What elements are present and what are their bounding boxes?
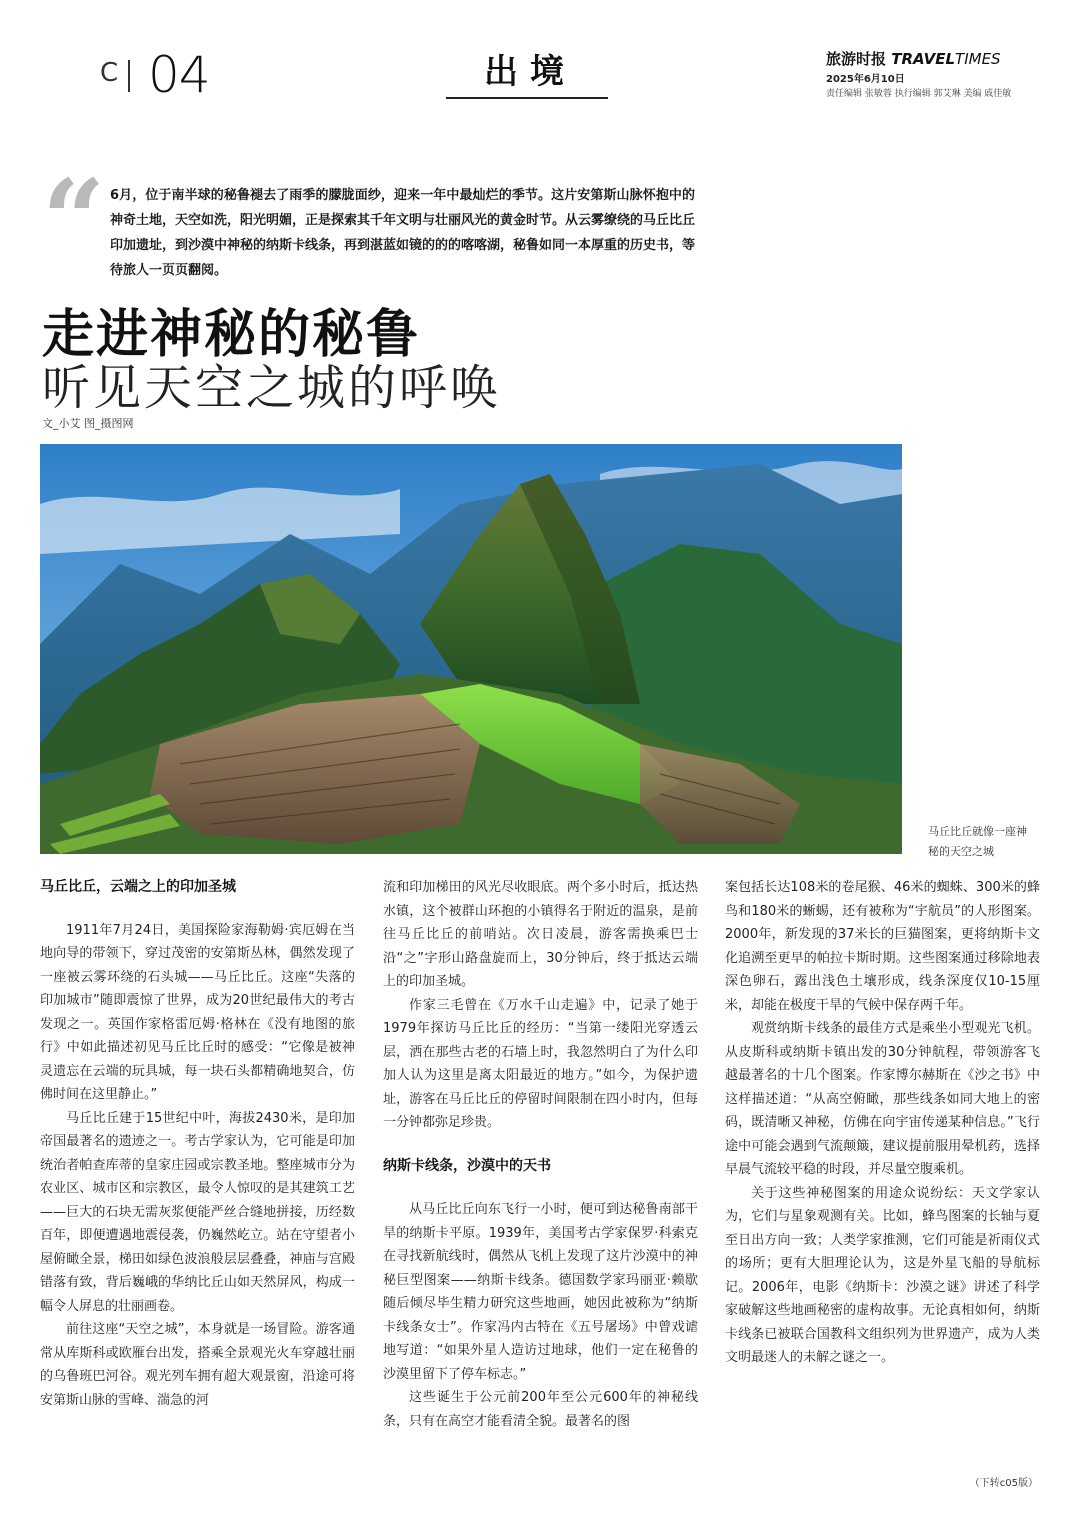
machu-picchu-photo <box>40 444 902 854</box>
paragraph: 1911年7月24日，美国探险家海勒姆·宾厄姆在当地向导的带领下，穿过茂密的安第斯丛林，偶然发现了一座被云雾环绕的石头城——马丘比丘。这座“失落的印加城市”随即震惊了世界，成为20世纪最伟大的考古发现之一。英国作家格雷厄姆·格林在《没有地图的旅行》中如此描述初见马丘比丘时的感受：“它像是被神灵遗忘在云端的玩具城，每一块石头都精确地契合，仿佛时间在这里静止。” <box>40 922 355 1102</box>
header-divider <box>128 60 130 92</box>
editors-line: 责任编辑 张敏蓉 执行编辑 郭艾琳 美编 戚佳敏 <box>826 89 1012 99</box>
column-2 <box>383 876 698 1433</box>
paragraph: 作家三毛曾在《万水千山走遍》中，记录了她于1979年探访马丘比丘的经历：“当第一缕阳光穿透云层，洒在那些古老的石墙上时，我忽然明白了为什么印加人认为这里是离太阳最近的地方。”如今，为保护遗址，游客在马丘比丘的停留时间限制在四小时内，但每一分钟都弥足珍贵。 <box>383 997 698 1130</box>
column-3 <box>725 876 1040 1370</box>
section-letter: C <box>100 58 123 88</box>
brand-cn: 旅游时报 <box>826 50 887 68</box>
brand-en-bold: TRAVEL <box>891 50 956 68</box>
section-title: 出境 <box>484 52 576 92</box>
article-headline: 走进神秘的秘鲁 <box>42 304 421 365</box>
paragraph: 前往这座“天空之城”，本身就是一场冒险。游客通常从库斯科或欧雁台出发，搭乘全景观光火车穿越壮丽的乌鲁班巴河谷。观光列车拥有超大观景窗，沿途可将安第斯山脉的雪峰、湍急的河 <box>40 1322 355 1408</box>
paragraph: 马丘比丘建于15世纪中叶，海拔2430米，是印加帝国最著名的遗迹之一。考古学家认为，它可能是印加统治者帕查库蒂的皇家庄园或宗教圣地。整座城市分为农业区、城市区和宗教区，最令人惊叹的是其建筑工艺——巨大的石块无需灰浆便能严丝合缝地拼接，历经数百年，即便遭遇地震侵袭，仍巍然屹立。站在守望者小屋俯瞰全景，梯田如绿色波浪般层层叠叠，神庙与宫殿错落有致，背后巍峨的华纳比丘山如天然屏风，构成一幅令人屏息的壮丽画卷。 <box>40 1110 355 1314</box>
newspaper-brand <box>826 48 1001 69</box>
intro-paragraph: 6月，位于南半球的秘鲁褪去了雨季的朦胧面纱，迎来一年中最灿烂的季节。这片安第斯山脉怀抱中的神奇土地，天空如洗，阳光明媚，正是探索其千年文明与壮丽风光的黄金时节。从云雾缭绕的马丘比丘印加遗址，到沙漠中神秘的纳斯卡线条，再到湛蓝如镜的的的喀喀湖，秘鲁如同一本厚重的历史书，等待旅人一页页翻阅。 <box>110 188 696 278</box>
photo-caption: 马丘比丘就像一座神秘的天空之城 <box>928 825 1027 858</box>
article-subheadline: 听见天空之城的呼唤 <box>42 360 502 416</box>
paragraph: 观赏纳斯卡线条的最佳方式是乘坐小型观光飞机。从皮斯科或纳斯卡镇出发的30分钟航程，带领游客飞越最著名的十几个图案。作家博尔赫斯在《沙之书》中这样描述道：“从高空俯瞰，那些线条如同大地上的密码，既清晰又神秘，仿佛在向宇宙传递某种信息。”飞行途中可能会遇到气流颠簸，建议提前服用晕机药，选择早晨气流较平稳的时段，并尽量空腹乘机。 <box>725 1021 1040 1177</box>
brand-en-light: TIMES <box>955 50 1001 68</box>
paragraph: 关于这些神秘图案的用途众说纷纭：天文学家认为，它们与星象观测有关。比如，蜂鸟图案的长轴与夏至日出方向一致；人类学家推测，它们可能是祈雨仪式的场所；更有大胆理论认为，这是外星飞船的导航标记。2006年，电影《纳斯卡：沙漠之谜》讲述了科学家破解这些地画秘密的虚构故事。无论真相如何，纳斯卡线条已被联合国教科文组织列为世界遗产，成为人类文明最迷人的未解之谜之一。 <box>725 1185 1040 1365</box>
paragraph: 这些诞生于公元前200年至公元600年的神秘线条，只有在高空才能看清全貌。最著名的图 <box>383 1390 698 1429</box>
page-number: 04 <box>148 46 210 104</box>
quote-mark-icon: “ <box>42 155 106 284</box>
column-1 <box>40 876 355 1412</box>
paragraph-continued: 案包括长达108米的卷尾猴、46米的蜘蛛、300米的蜂鸟和180米的蜥蜴，还有被称为“宇航员”的人形图案。2000年，新发现的37米长的巨猫图案，更将纳斯卡文化追溯至更早的帕拉卡斯时期。这些图案通过移除地表深色卵石，露出浅色土壤形成，线条深度仅10-15厘米，却能在极度干旱的气候中保存两千年。 <box>725 880 1040 1013</box>
section-heading-nazca-lines: 纳斯卡线条，沙漠中的天书 <box>383 1157 551 1174</box>
section-heading-machu-picchu: 马丘比丘，云端之上的印加圣城 <box>40 879 236 895</box>
section-title-underline <box>446 97 608 99</box>
byline: 文_小艾 图_摄图网 <box>42 417 134 430</box>
paragraph-continued: 流和印加梯田的风光尽收眼底。两个多小时后，抵达热水镇，这个被群山环抱的小镇得名于附近的温泉，是前往马丘比丘的前哨站。次日凌晨，游客需换乘巴士沿“之”字形山路盘旋而上，30分钟后，终于抵达云端上的印加圣城。 <box>383 880 698 989</box>
continued-notice: （下转c05版） <box>969 1478 1038 1489</box>
paragraph: 从马丘比丘向东飞行一小时，便可到达秘鲁南部干旱的纳斯卡平原。1939年，美国考古学家保罗·科索克在寻找新航线时，偶然从飞机上发现了这片沙漠中的神秘巨型图案——纳斯卡线条。德国数学家玛丽亚·赖歇随后倾尽毕生精力研究这些地画，她因此被称为“纳斯卡线条女士”。作家冯内古特在《五号屠场》中曾戏谑地写道：“如果外星人造访过地球，他们一定在秘鲁的沙漠里留下了停车标志。” <box>383 1202 698 1382</box>
publication-date: 2025年6月10日 <box>826 74 905 85</box>
